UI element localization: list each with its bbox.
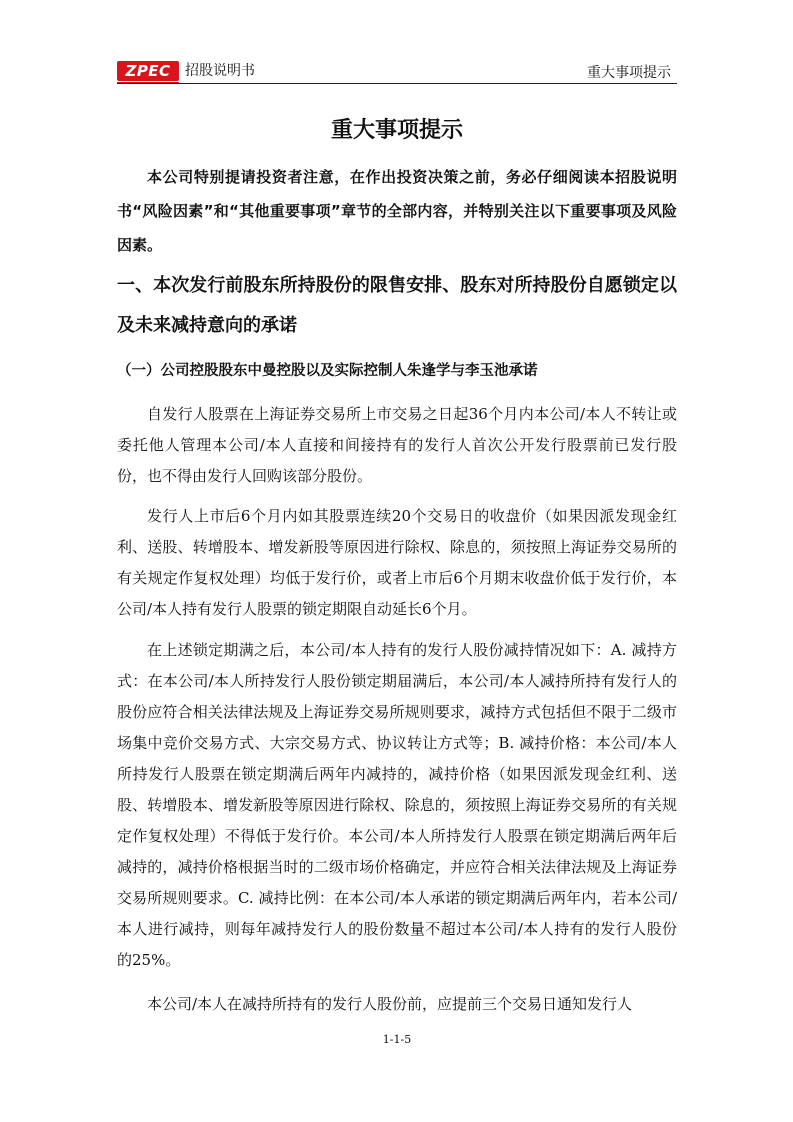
subsection-heading: （一）公司控股股东中曼控股以及实际控制人朱逢学与李玉池承诺 (117, 363, 538, 379)
body-paragraph-4: 本公司/本人在减持所持有的发行人股份前，应提前三个交易日通知发行人 (147, 995, 633, 1013)
page-title: 重大事项提示 (330, 117, 463, 143)
body-paragraph-3: 在上述锁定期满之后，本公司/本人持有的发行人股份减持情况如下：A. 减持方式：在本公司/本人所持发行人股份锁定期届满后，本公司/本人减持所持有发行人的股份应符合相关法律法规及上海证券交易所规则要求，减持方式包括但不限于二级市场集中竞价交易方式、大宗交易方式、协议转让方式等；B. 减持价格：本公司/本人所持发行人股票在锁定期满后两年内减持的，减持价格（如果因派发现金红利、送股、转增股本、增发新股等原因进行除权、除息的，须按照上海证券交易所的有关规定作复权处理）不得低于发行价。本公司/本人所持发行人股票在锁定期满后两年后减持的，减持价格根据当时的二级市场价格确定，并应符合相关法律法规及上海证券交易所规则要求。C. 减持比例：在本公司/本人承诺的锁定期满后两年内，若本公司/本人进行减持，则每年减持发行人的股份数量不超过本公司/本人持有的发行人股份的25%。 (117, 641, 677, 969)
page-number: 1-1-5 (382, 1033, 412, 1046)
header-divider (117, 83, 677, 84)
body-paragraph-2: 发行人上市后6个月内如其股票连续20个交易日的收盘价（如果因派发现金红利、送股、转增股本、增发新股等原因进行除权、除息的，须按照上海证券交易所的有关规定作复权处理）均低于发行价，或者上市后6个月期末收盘价低于发行价，本公司/本人持有发行人股票的锁定期限自动延长6个月。 (117, 507, 677, 618)
header-doc-type: 招股说明书 (185, 63, 255, 79)
page-header (117, 60, 677, 84)
investor-notice: 本公司特别提请投资者注意，在作出投资决策之前，务必仔细阅读本招股说明书“风险因素”和“其他重要事项”章节的全部内容，并特别关注以下重要事项及风险因素。 (117, 168, 677, 254)
body-paragraph-1: 自发行人股票在上海证券交易所上市交易之日起36个月内本公司/本人不转让或委托他人管理本公司/本人直接和间接持有的发行人首次公开发行股票前已发行股份，也不得由发行人回购该部分股份。 (117, 405, 677, 485)
header-section-title: 重大事项提示 (587, 65, 671, 81)
company-logo: ZPEC (117, 61, 179, 81)
section-heading: 一、本次发行前股东所持股份的限售安排、股东对所持股份自愿锁定以及未来减持意向的承诺 (117, 275, 677, 336)
